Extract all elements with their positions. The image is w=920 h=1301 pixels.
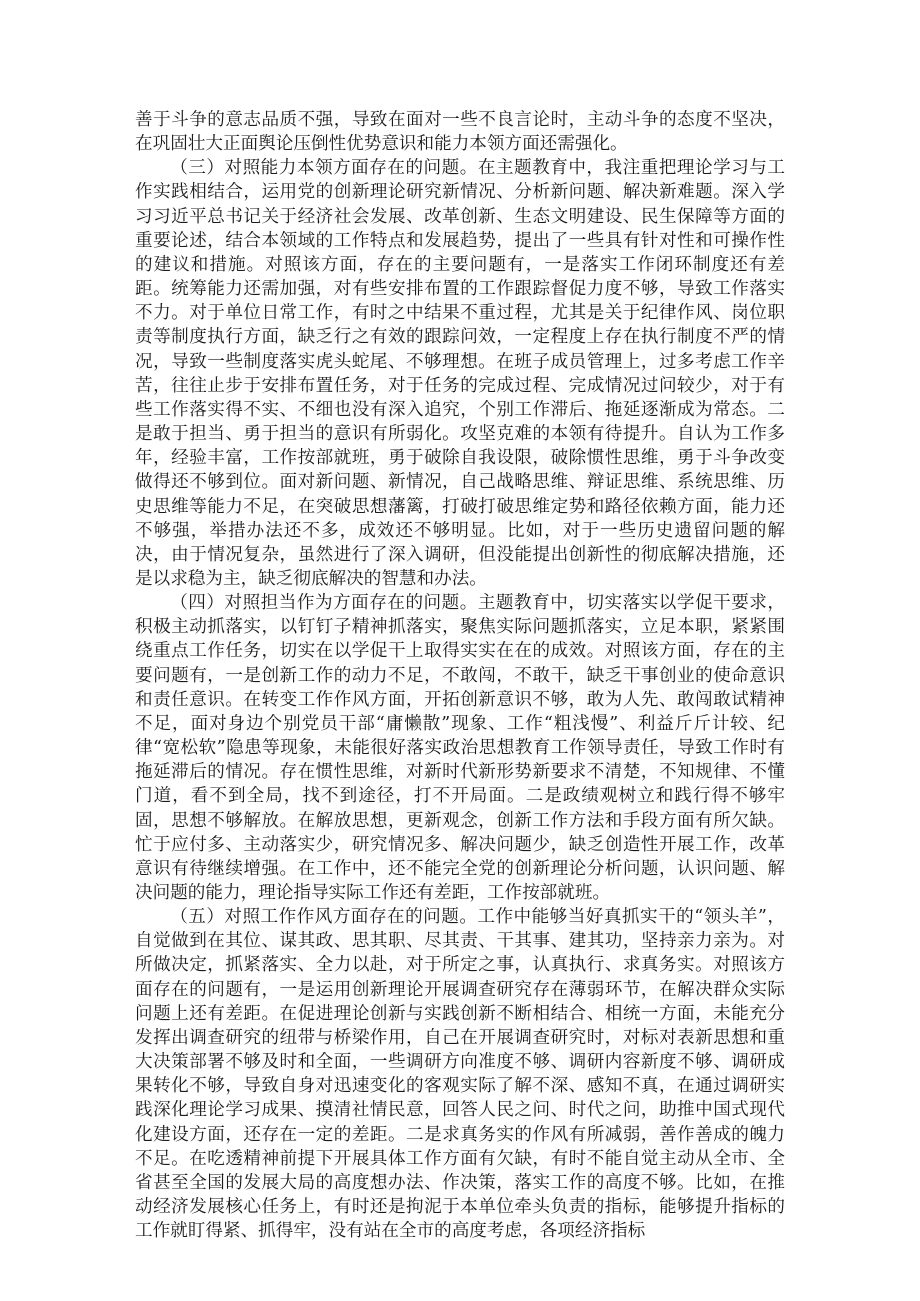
- paragraph-section-3: （三）对照能力本领方面存在的问题。在主题教育中，我注重把理论学习与工作实践相结合，运用党的创新理论研究新情况、分析新问题、解决新难题。深入学习习近平总书记关于经济社会发展、改革创新、生态文明建设、民生保障等方面的重要论述，结合本领域的工作特点和发展趋势，提出了一些具有针对性和可操作性的建议和措施。对照该方面，存在的主要问题有，一是落实工作闭环制度还有差距。统筹能力还需加强，对有些安排布置的工作跟踪督促力度不够，导致工作落实不力。对于单位日常工作，有时之中结果不重过程，尤其是关于纪律作风、岗位职责等制度执行方面，缺乏行之有效的跟踪问效，一定程度上存在执行制度不严的情况，导致一些制度落实虎头蛇尾、不够理想。在班子成员管理上，过多考虑工作辛苦，往往止步于安排布置任务，对于任务的完成过程、完成情况过问较少，对于有些工作落实得不实、不细也没有深入追究，个别工作滞后、拖延逐渐成为常态。二是敢于担当、勇于担当的意识有所弱化。攻坚克难的本领有待提升。自认为工作多年，经验丰富，工作按部就班，勇于破除自我设限，破除惯性思维，勇于斗争改变做得还不够到位。面对新问题、新情况，自己战略思维、辩证思维、系统思维、历史思维等能力不足，在突破思想藩篱，打破打破思维定势和路径依赖方面，能力还不够强，举措办法还不多，成效还不够明显。比如，对于一些历史遗留问题的解决，由于情况复杂，虽然进行了深入调研，但没能提出创新性的彻底解决措施，还是以求稳为主，缺乏彻底解决的智慧和办法。: [135, 158, 785, 589]
- document-body: [135, 108, 785, 1243]
- paragraph-section-4: （四）对照担当作为方面存在的问题。主题教育中，切实落实以学促干要求，积极主动抓落实，以钉钉子精神抓落实，聚焦实际问题抓落实，立足本职，紧紧围绕重点工作任务，切实在以学促干上取得实实在在的成效。对照该方面，存在的主要问题有，一是创新工作的动力不足，不敢闯，不敢干，缺乏干事创业的使命意识和责任意识。在转变工作作风方面，开拓创新意识不够，敢为人先、敢闯敢试精神不足，面对身边个别党员干部“庸懒散”现象、工作“粗浅慢”、利益斤斤计较、纪律“宽松软”隐患等现象，未能很好落实政治思想教育工作领导责任，导致工作时有拖延滞后的情况。存在惯性思维，对新时代新形势新要求不清楚，不知规律、不懂门道，看不到全局，找不到途径，打不开局面。二是政绩观树立和践行得不够牢固，思想不够解放。在解放思想，更新观念，创新工作方法和手段方面有所欠缺。忙于应付多、主动落实少，研究情况多、解决问题少，缺乏创造性开展工作，改革意识有待继续增强。在工作中，还不能完全党的创新理论分析问题，认识问题、解决问题的能力，理论指导实际工作还有差距，工作按部就班。: [135, 593, 785, 903]
- paragraph-section-5: （五）对照工作作风方面存在的问题。工作中能够当好真抓实干的“领头羊”，自觉做到在其位、谋其政、思其职、尽其责、干其事、建其功，坚持亲力亲为。对所做决定，抓紧落实、全力以赴，对于所定之事，认真执行、求真务实。对照该方面存在的问题有，一是运用创新理论开展调查研究存在薄弱环节，在解决群众实际问题上还有差距。在促进理论创新与实践创新不断相结合、相统一方面，未能充分发挥出调查研究的纽带与桥梁作用，自己在开展调查研究时，对标对表新思想和重大决策部署不够及时和全面，一些调研方向准度不够、调研内容新度不够、调研成果转化不够，导致自身对迅速变化的客观实际了解不深、感知不真，在通过调研实践深化理论学习成果、摸清社情民意，回答人民之问、时代之问，助推中国式现代化建设方面，还存在一定的差距。二是求真务实的作风有所减弱，善作善成的魄力不足。在吃透精神前提下开展具体工作方面有欠缺，有时不能自觉主动从全市、全省甚至全国的发展大局的高度想办法、作决策，落实工作的高度不够。比如，在推动经济发展核心任务上，有时还是拘泥于本单位牵头负责的指标，能够提升指标的工作就盯得紧、抓得牢，没有站在全市的高度考虑，各项经济指标: [135, 907, 785, 1242]
- paragraph-continued: 善于斗争的意志品质不强，导致在面对一些不良言论时，主动斗争的态度不坚决，在巩固壮大正面舆论压倒性优势意识和能力本领方面还需强化。: [135, 110, 785, 155]
